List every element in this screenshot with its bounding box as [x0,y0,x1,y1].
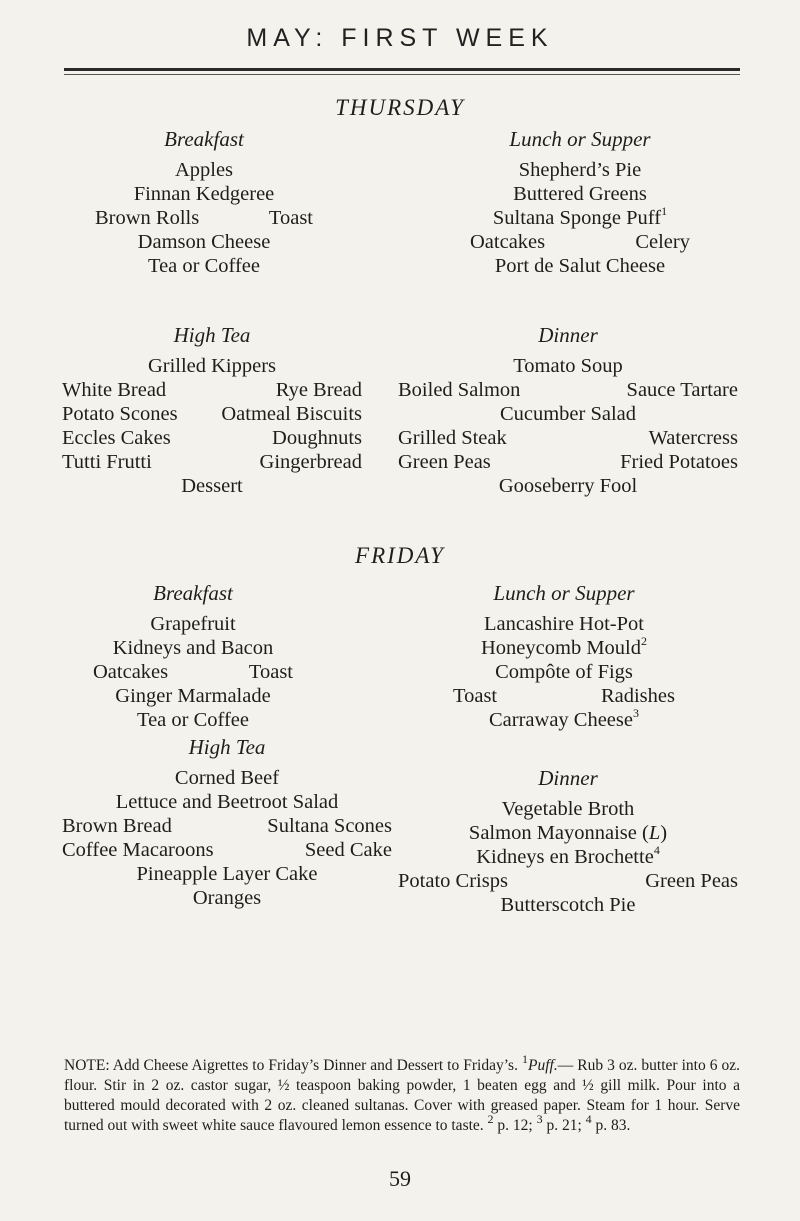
menu-line [62,450,362,474]
menu-item: Damson Cheese [137,231,271,253]
footnote-marker: 1 [521,1051,528,1066]
note-lead: NOTE: Add Cheese Aigrettes to Friday’s Dinner and Dessert to Friday’s. [64,1057,518,1074]
menu-line: Buttered Greens [513,183,647,205]
menu-item: Eccles Cakes [62,427,171,449]
menu-item: Gingerbread [259,451,362,473]
menu-item: Corned Beef [174,767,280,789]
menu-line [93,684,293,708]
menu-line: Honeycomb Mould$^2$ [481,634,647,659]
menu-line [95,206,313,230]
note-ref: p. 21; [546,1117,582,1134]
menu-line [62,814,392,838]
header-rule-thick [64,68,740,71]
menu-item: Oranges [192,887,262,909]
menu-line [95,230,313,254]
menu-line [398,474,738,498]
menu-item: Sultana Scones [267,815,392,837]
menu-item: Potato Scones [62,403,178,425]
menu-line [93,708,293,732]
day-title-friday: FRIDAY [355,543,445,568]
menu-item: Oatmeal Biscuits [221,403,362,425]
menu-line [93,660,293,684]
menu-line: Carraway Cheese$^3$ [488,706,639,731]
menu-item: Watercress [648,427,738,449]
menu-line [62,862,392,886]
menu-item: White Bread [62,379,167,401]
menu-item: Lettuce and Beetroot Salad [115,791,339,813]
menu-item: Cucumber Salad [499,403,637,425]
menu-line [62,838,392,862]
menu-line: Vegetable Broth [501,798,635,820]
friday-lunch-heading: Lunch or Supper [493,581,635,605]
menu-item: Oatcakes [93,661,169,683]
menu-line: Port de Salut Cheese [494,255,666,277]
menu-item: Boiled Salmon [398,379,521,401]
menu-line [398,450,738,474]
day-title-thursday: THURSDAY [335,95,465,120]
menu-line [398,378,738,402]
friday-high-tea [62,735,392,910]
menu-item: Apples [174,159,234,181]
menu-item: Toast [268,207,313,229]
menu-item: Tea or Coffee [147,255,261,277]
menu-line: Salmon Mayonnaise (L) [468,822,668,844]
thursday-breakfast [95,127,313,278]
menu-item: Gooseberry Fool [498,475,638,497]
page-number: 59 [389,1166,411,1191]
menu-line: Kidneys en Brochette$^4$ [476,843,660,868]
header-rule-thin [64,74,740,75]
menu-line [398,402,738,426]
friday-dinner [398,766,738,917]
menu-item: Grapefruit [150,613,236,635]
menu-item: Green Peas [398,451,491,473]
menu-item: Doughnuts [272,427,362,449]
menu-item: Toast [248,661,293,683]
menu-line: Shepherd’s Pie [518,159,642,181]
menu-line [62,790,392,814]
menu-line [62,378,362,402]
recipe-note [64,1051,740,1136]
menu-line: Toast Radishes [453,685,675,707]
thursday-lunch [470,127,690,278]
menu-line [62,766,392,790]
thursday-dinner-heading: Dinner [538,323,598,347]
menu-line [62,474,362,498]
friday-dinner-heading: Dinner [538,766,598,790]
menu-line [95,182,313,206]
menu-item: Finnan Kedgeree [133,183,275,205]
footnote-marker: 4 [585,1111,592,1126]
footnote-marker: 3 [536,1111,543,1126]
menu-item: Brown Rolls [95,207,200,229]
menu-line [398,426,738,450]
footnote-marker: 1 [661,204,668,219]
menu-item: Fried Potatoes [620,451,738,473]
friday-lunch [453,581,675,732]
menu-line: Sultana Sponge Puff$^1$ [492,204,668,229]
note-ref: p. 12; [497,1117,533,1134]
friday-high-tea-heading: High Tea [188,735,266,759]
menu-line [62,426,362,450]
thursday-lunch-heading: Lunch or Supper [509,127,651,151]
menu-item: Grilled Kippers [147,355,277,377]
menu-item: Rye Bread [275,379,362,401]
friday-breakfast [93,581,293,732]
menu-item: Dessert [181,475,243,497]
running-header: MAY: FIRST WEEK [246,24,554,52]
thursday-dinner [398,323,738,498]
menu-item: Tutti Frutti [62,451,152,473]
note-body: — Rub 3 oz. butter into 6 oz. flour. Stir in 2 oz. castor sugar, ½ teaspoon baking powder, 1 beaten egg and ½ gill milk. Pour into a buttered mould decorated with 2 oz. cleaned sultanas. Cover with greased paper. Steam for 1 hour. Serve turned out with sweet white sauce flavoured lemon essence to taste. [64,1057,740,1134]
menu-line [93,612,293,636]
menu-line [95,158,313,182]
menu-item: Pineapple Layer Cake [136,863,318,885]
menu-item: Coffee Macaroons [62,839,214,861]
menu-line [93,636,293,660]
thursday-high-tea-heading: High Tea [173,323,251,347]
menu-line [62,354,362,378]
menu-item: Sauce Tartare [626,379,738,401]
menu-item: Ginger Marmalade [115,685,271,707]
menu-item: Tomato Soup [513,355,623,377]
menu-item: Tea or Coffee [136,709,250,731]
menu-line: Lancashire Hot-Pot [484,613,644,635]
menu-line: Potato Crisps Green Peas [398,870,738,892]
footnote-marker: 2 [487,1111,494,1126]
menu-line [95,254,313,278]
thursday-breakfast-heading: Breakfast [164,127,244,151]
menu-line [398,354,738,378]
menu-line [62,402,362,426]
friday-breakfast-heading: Breakfast [153,581,233,605]
menu-item: Seed Cake [304,839,392,861]
footnote-marker: 3 [633,706,639,721]
menu-item: Brown Bread [62,815,172,837]
footnote-marker: 2 [641,634,647,649]
menu-item: Kidneys and Bacon [112,637,274,659]
menu-line: Oatcakes Celery [470,231,690,253]
note-puff: Puff. [527,1057,558,1074]
menu-line [62,886,392,910]
menu-line: Compôte of Figs [495,661,633,683]
thursday-high-tea [62,323,362,498]
menu-item: Grilled Steak [398,427,507,449]
note-ref: p. 83. [595,1117,631,1134]
footnote-marker: 4 [653,843,660,858]
menu-line: Butterscotch Pie [500,894,636,916]
